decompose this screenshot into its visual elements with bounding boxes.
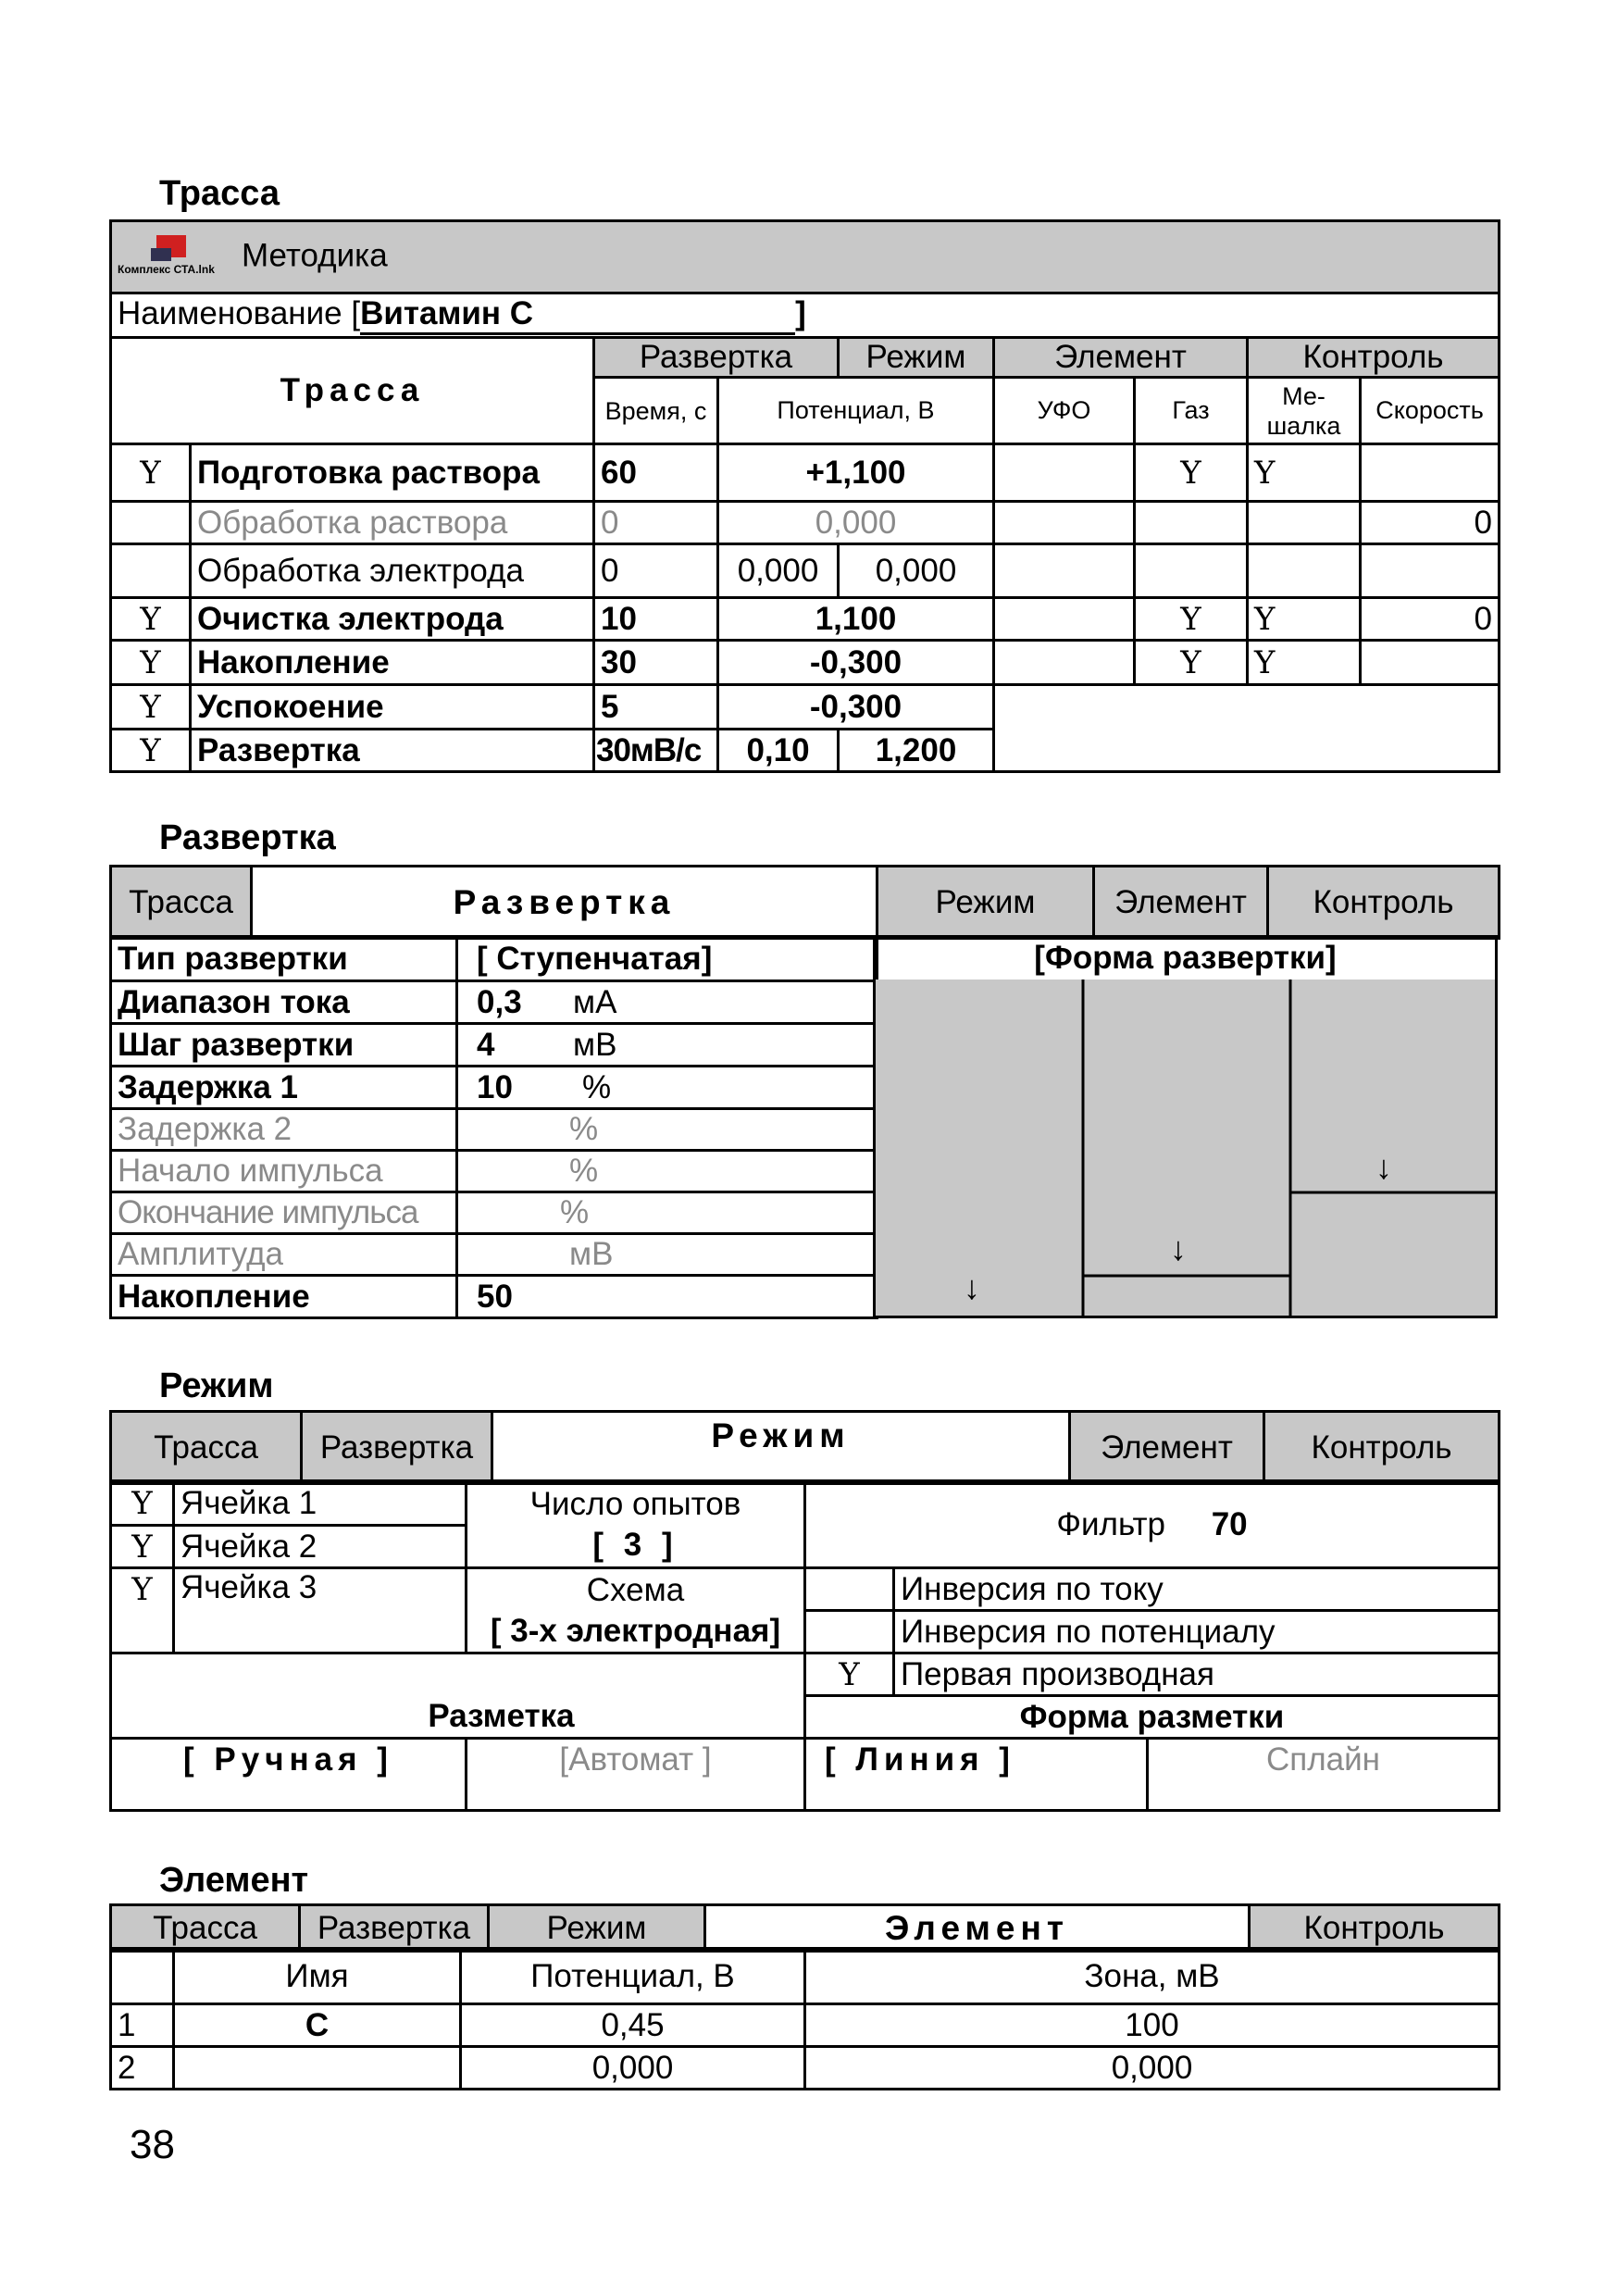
row-gaz[interactable] [1135,544,1248,598]
row-skorost[interactable] [1361,641,1500,685]
row-time[interactable]: 5 [594,685,718,730]
param-label: Тип развертки [111,937,457,981]
row-skorost[interactable] [1361,544,1500,598]
scan-form-label: [Форма развертки] [876,938,1495,982]
element-zone[interactable]: 100 [805,2004,1500,2047]
row-time[interactable]: 30 [594,641,718,685]
tab-razvertka[interactable]: Развертка [302,1412,492,1484]
trassa-header-label: Трасса [111,338,594,444]
param-unit: % [560,1194,590,1230]
trassa-section-title: Трасса [159,174,280,213]
rezhim-body [109,1479,1500,1812]
row-meshalka[interactable]: Y [1248,598,1361,641]
empty-area [994,685,1500,772]
col-ufo: УФО [994,378,1135,444]
tab-element[interactable]: Элемент [994,338,1248,378]
param-label: Начало импульса [111,1151,457,1192]
param-row[interactable] [111,1109,877,1151]
trassa-row[interactable] [111,502,1500,544]
param-row[interactable] [111,1151,877,1192]
param-label: Накопление [111,1276,457,1318]
tab-kontrol[interactable]: Контроль [1250,1905,1500,1952]
filter-label: Фильтр [1056,1505,1165,1542]
shema-label: Схема [586,1571,685,1608]
line-option[interactable]: [ Линия ] [805,1739,1148,1811]
down-arrow-icon: ↓ [964,1268,980,1306]
param-unit: % [569,1153,599,1189]
down-arrow-icon: ↓ [1375,1148,1392,1186]
shema-field[interactable] [467,1568,805,1653]
col-gaz: Газ [1135,378,1248,444]
filter-field[interactable] [805,1481,1500,1568]
row-time[interactable]: 30мВ/с [594,730,718,772]
trassa-row[interactable] [111,444,1500,502]
tab-rezhim[interactable]: Режим [877,867,1094,939]
col-meshalka: Ме-шалка [1248,378,1361,444]
rezhim-tabs [109,1410,1500,1485]
col-time: Время, с [594,378,718,444]
proizv-label: Первая производная [894,1653,1500,1696]
param-row[interactable] [111,1192,877,1234]
cell-3-label[interactable]: Ячейка 3 [174,1568,467,1653]
tab-element[interactable]: Элемент [1094,867,1268,939]
param-label: Окончание импульса [111,1192,457,1234]
tab-kontrol[interactable]: Контроль [1268,867,1500,939]
row-potential[interactable]: 1,100 [718,598,994,641]
tab-kontrol[interactable]: Контроль [1264,1412,1500,1484]
param-unit: % [569,1111,599,1147]
row-name: Подготовка раствора [191,444,594,502]
element-potential[interactable]: 0,45 [461,2004,805,2047]
row-ufo[interactable] [994,502,1135,544]
row-check-mark[interactable] [111,544,191,598]
metodika-header [111,221,1500,293]
param-label: Шаг развертки [111,1024,457,1067]
razmetka-spacer [111,1653,805,1696]
col-name: Имя [174,1949,461,2004]
cell-check-mark[interactable]: Y [111,1526,174,1568]
row-potential[interactable]: +1,100 [718,444,994,502]
table-row[interactable] [111,2047,1500,2090]
row-gaz[interactable] [1135,502,1248,544]
name-prefix: Наименование [ [118,295,361,331]
row-name: Успокоение [191,685,594,730]
trassa-row[interactable] [111,544,1500,598]
row-check-mark[interactable]: Y [111,444,191,502]
param-value[interactable]: 50 [477,1278,513,1315]
tab-razvertka[interactable]: Развертка [594,338,839,378]
row-time[interactable]: 0 [594,544,718,598]
page-number: 38 [130,2122,175,2167]
row-potential-end[interactable]: 1,200 [839,730,994,772]
param-label: Амплитуда [111,1234,457,1276]
proizv-checkbox[interactable]: Y [805,1653,894,1696]
razvertka-section-title: Развертка [159,818,336,857]
col-potential: Потенциал, В [718,378,994,444]
tab-rezhim[interactable]: Режим [839,338,994,378]
row-name: Обработка электрода [191,544,594,598]
param-value[interactable]: [ Ступенчатая] [477,940,713,977]
shema-value[interactable]: [ 3-х электродная] [490,1612,781,1649]
metodika-label: Методика [242,236,388,273]
row-check-mark[interactable]: Y [111,641,191,685]
scan-form-preview[interactable] [876,980,1495,1316]
row-potential[interactable]: -0,300 [718,641,994,685]
row-skorost[interactable] [1361,444,1500,502]
spline-option[interactable]: Сплайн [1148,1739,1500,1811]
row-gaz[interactable]: Y [1135,598,1248,641]
auto-option[interactable]: [Автомат ] [467,1739,805,1811]
param-unit: мВ [569,1236,614,1272]
row-check-mark[interactable]: Y [111,685,191,730]
row-ufo[interactable] [994,641,1135,685]
param-row[interactable] [111,1067,877,1109]
row-name: Развертка [191,730,594,772]
param-row[interactable] [111,1234,877,1276]
row-potential-start[interactable]: 0,10 [718,730,839,772]
row-meshalka[interactable] [1248,502,1361,544]
row-meshalka[interactable]: Y [1248,444,1361,502]
row-ufo[interactable] [994,444,1135,502]
inv-tok-checkbox[interactable] [805,1568,894,1611]
element-section-title: Элемент [159,1861,309,1900]
col-number [111,1949,174,2004]
tab-element[interactable]: Элемент [1070,1412,1264,1484]
element-table [109,1947,1500,2090]
param-label: Задержка 2 [111,1109,457,1151]
row-potential[interactable]: -0,300 [718,685,994,730]
row-meshalka[interactable] [1248,544,1361,598]
down-arrow-icon: ↓ [1170,1229,1187,1267]
razvertka-params [109,935,878,1319]
razmetka-label: Разметка [111,1696,805,1739]
row-meshalka[interactable]: Y [1248,641,1361,685]
row-name: Накопление [191,641,594,685]
col-skorost: Скорость [1361,378,1500,444]
forma-razmetki-label: Форма разметки [805,1696,1500,1739]
param-unit: мВ [573,1026,617,1063]
param-unit: мА [573,983,617,1020]
row-time[interactable]: 0 [594,502,718,544]
row-potential-start[interactable]: 0,000 [718,544,839,598]
tab-trassa[interactable]: Трасса [111,1905,300,1952]
name-suffix: ] [795,295,806,331]
name-row [111,293,1500,338]
cell-1-label[interactable]: Ячейка 1 [174,1481,467,1526]
cell-check-mark[interactable]: Y [111,1481,174,1526]
chislo-opytov-value[interactable]: [ 3 ] [592,1526,678,1563]
row-skorost[interactable]: 0 [1361,502,1500,544]
row-check-mark[interactable] [111,502,191,544]
param-label: Задержка 1 [111,1067,457,1109]
col-potential: Потенциал, В [461,1949,805,2004]
element-potential[interactable]: 0,000 [461,2047,805,2090]
param-value[interactable]: 4 [477,1026,495,1063]
param-row[interactable] [111,937,877,981]
param-value[interactable]: 0,3 [477,983,522,1020]
row-gaz[interactable]: Y [1135,444,1248,502]
cell-2-label[interactable]: Ячейка 2 [174,1526,467,1568]
element-name[interactable] [174,2047,461,2090]
tab-rezhim[interactable]: Режим [489,1905,705,1952]
razvertka-tabs [109,865,1500,940]
complex-logo: Комплекс СТА.lnk [118,235,219,280]
tab-rezhim-active[interactable]: Режим [492,1412,1070,1484]
row-number: 2 [111,2047,174,2090]
table-row[interactable] [111,2004,1500,2047]
trassa-row[interactable] [111,641,1500,685]
row-gaz[interactable]: Y [1135,641,1248,685]
element-name[interactable]: С [174,2004,461,2047]
tab-razvertka-active[interactable]: Развертка [252,867,877,939]
tab-razvertka[interactable]: Развертка [300,1905,489,1952]
param-row[interactable] [111,1024,877,1067]
row-skorost[interactable]: 0 [1361,598,1500,641]
row-ufo[interactable] [994,598,1135,641]
tab-element-active[interactable]: Элемент [705,1905,1250,1952]
chislo-opytov-label: Число опытов [529,1485,741,1522]
param-row[interactable] [111,1276,877,1318]
row-number: 1 [111,2004,174,2047]
param-row[interactable] [111,981,877,1024]
name-value-field[interactable]: Витамин С [360,295,795,335]
param-label: Диапазон тока [111,981,457,1024]
tab-trassa[interactable]: Трасса [111,867,252,939]
col-zone: Зона, мВ [805,1949,1500,2004]
row-ufo[interactable] [994,544,1135,598]
trassa-row[interactable] [111,685,1500,730]
row-time[interactable]: 60 [594,444,718,502]
inv-tok-label: Инверсия по току [894,1568,1500,1611]
row-name: Обработка раствора [191,502,594,544]
inv-pot-label: Инверсия по потенциалу [894,1611,1500,1653]
row-check-mark[interactable]: Y [111,730,191,772]
element-tabs [109,1903,1500,1953]
row-time[interactable]: 10 [594,598,718,641]
param-unit: % [582,1068,612,1105]
rezhim-section-title: Режим [159,1366,274,1405]
tab-kontrol[interactable]: Контроль [1248,338,1500,378]
inv-pot-checkbox[interactable] [805,1611,894,1653]
trassa-table [109,219,1500,773]
filter-value[interactable]: 70 [1211,1505,1248,1542]
row-potential-end[interactable]: 0,000 [839,544,994,598]
row-check-mark[interactable]: Y [111,598,191,641]
row-name: Очистка электрода [191,598,594,641]
tab-trassa[interactable]: Трасса [111,1412,302,1484]
element-zone[interactable]: 0,000 [805,2047,1500,2090]
manual-option[interactable]: [ Ручная ] [111,1739,467,1811]
row-potential[interactable]: 0,000 [718,502,994,544]
cell-check-mark[interactable]: Y [111,1568,174,1653]
chislo-opytov-field[interactable] [467,1481,805,1568]
scan-form-panel [873,935,1498,1318]
trassa-row[interactable] [111,598,1500,641]
param-value[interactable]: 10 [477,1068,513,1105]
